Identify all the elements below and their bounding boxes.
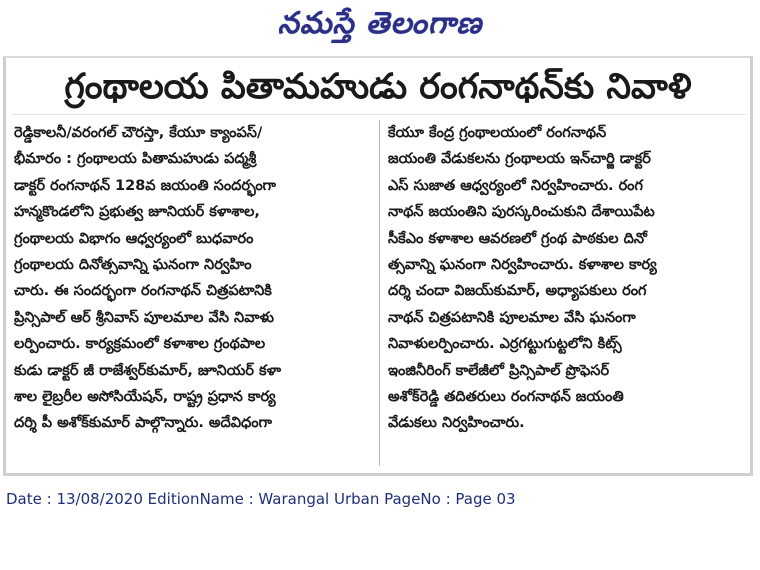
text-line: ప్రిన్సిపాల్ ఆర్ శ్రీనివాస్ పూలమాల వేసి నివాళు	[14, 309, 275, 326]
text-line: కేయూ కేంద్ర గ్రంథాలయంలో రంగనాథన్	[388, 125, 607, 141]
text-line: కుడు డాక్టర్ జీ రాజేశ్వర్‌కుమార్, జూనియర్ కళా	[14, 362, 282, 379]
masthead	[0, 0, 760, 52]
text-line: రెడ్డికాలనీ/వరంగల్ చౌరస్తా, కేయూ క్యాంపస్/	[14, 125, 263, 141]
text-line: నాథన్ జయంతిని పురస్కరించుకుని దేశాయిపేట	[388, 204, 655, 221]
text-line: దర్శి చందా విజయ్‌కుమార్, అధ్యాపకులు రంగ	[388, 283, 647, 300]
column-divider	[379, 120, 380, 466]
text-line: చారు. ఈ సందర్భంగా రంగనాథన్ చిత్రపటానికి	[14, 283, 272, 300]
text-line: శాల లైబ్రరీల అసోసియేషన్, రాష్ట్ర ప్రధాన కార్య	[14, 389, 276, 406]
text-line: భీమారం : గ్రంథాలయ పితామహుడు పద్మశ్రీ	[14, 151, 257, 168]
text-line: ఇంజినీరింగ్ కాలేజీలో ప్రిన్సిపాల్ ప్రొఫెసర్	[388, 362, 610, 379]
text-line: నివాళులర్పించారు. ఎర్రగట్టుగుట్టలోని కిట్స్	[388, 336, 622, 353]
article-column-right	[388, 120, 746, 437]
text-line: డాక్టర్ రంగనాథన్ 128వ జయంతి సందర్భంగా	[14, 177, 277, 194]
text-line: వేడుకలు నిర్వహించారు.	[388, 415, 525, 432]
edition-info: Date : 13/08/2020 EditionName : Warangal Urban PageNo : Page 03	[6, 490, 516, 508]
article-headline: గ్రంథాలయ పితామహుడు రంగనాథన్‌కు నివాళి	[64, 67, 692, 107]
text-line: గ్రంథాలయ విభాగం ఆధ్వర్యంలో బుధవారం	[14, 230, 254, 247]
text-line: లర్పించారు. కార్యక్రమంలో కళాశాల గ్రంథపాల	[14, 336, 266, 353]
newspaper-logo: నమస్తే తెలంగాణ	[277, 6, 483, 41]
text-line: సీకేఎం కళాశాల ఆవరణలో గ్రంథ పాఠకుల దినో	[388, 230, 647, 247]
text-line: జయంతి వేడుకలను గ్రంథాలయ ఇన్‌చార్జి డాక్టర్	[388, 151, 651, 168]
text-line: గ్రంథాలయ దినోత్సవాన్ని ఘనంగా నిర్వహిం	[14, 257, 252, 274]
text-line: నాథన్ చిత్రపటానికి పూలమాల వేసి ఘనంగా	[388, 309, 636, 326]
text-line: అశోక్‌రెడ్డి తదితరులు రంగనాథన్ జయంతి	[388, 389, 624, 406]
text-line: ఎస్ సుజాత ఆధ్వర్యంలో నిర్వహించారు. రంగ	[388, 177, 643, 194]
headline-divider	[12, 114, 746, 115]
article-column-left	[14, 120, 372, 437]
text-line: త్సవాన్ని ఘనంగా నిర్వహించారు. కళాశాల కార్య	[388, 257, 657, 274]
text-line: హన్మకొండలోని ప్రభుత్వ జూనియర్ కళాశాల,	[14, 204, 260, 221]
text-line: దర్శి పీ అశోక్‌కుమార్ పాల్గొన్నారు. అదేవిధంగా	[14, 415, 273, 432]
